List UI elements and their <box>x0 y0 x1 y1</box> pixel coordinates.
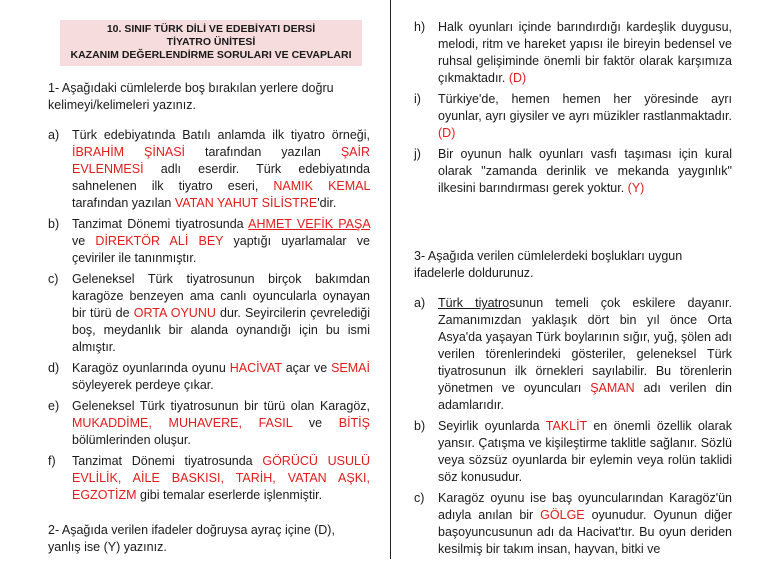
item-label: a) <box>414 296 426 310</box>
text-segment: ve <box>292 416 339 430</box>
question-2-prompt: 2- Aşağıda verilen ifadeler doğruysa ayraç içine (D), yanlış ise (Y) yazınız. <box>48 523 335 554</box>
answer-text: MUKADDİME, MUHAVERE, FASIL <box>72 416 293 430</box>
worksheet-header <box>60 20 362 66</box>
question-3-item-b <box>414 418 732 486</box>
left-column <box>48 80 370 569</box>
question-3-item-c <box>414 490 732 558</box>
item-label: b) <box>48 217 60 231</box>
item-text <box>438 418 732 486</box>
text-segment: açar ve <box>281 361 332 375</box>
question-1-item-c <box>48 271 370 356</box>
answer-text: GÖRÜCÜ USULÜ EVLİLİK, AİLE BASKISI, TARİH, VATAN AŞKI, EGZOTİZM <box>72 454 371 502</box>
answer-text: AHMET VEFİK PAŞA <box>248 217 370 231</box>
text-segment: Geleneksel Türk tiyatrosunun bir türü olan Karagöz, <box>72 399 370 413</box>
question-1-item-a <box>48 127 370 212</box>
text-segment: Geleneksel Türk tiyatrosunun birçok bakımdan karagöze benzeyen ama canlı oyuncularla oynayan bir türü de <box>72 272 370 320</box>
text-segment: Seyirlik oyunlarda <box>438 419 546 433</box>
text-segment: sunun temeli çok eskilere dayanır. Zamanımızdan yaklaşık dört bin yıl önce Orta Asya'da yaşayan Türk boylarının sığır, yuğ, şölen adı verilen törenlerindeki gösteriler, geleneksel Türk tiyatrosunun ilk örnekleri sayılabilir. Bu törenlerin yönetmen ve oyuncuları <box>438 296 732 395</box>
answer-text: NAMIK KEMAL <box>273 179 370 193</box>
question-1-prompt: 1- Aşağıdaki cümlelerde boş bırakılan yerlere doğru kelimeyi/kelimeleri yazınız. <box>48 81 334 112</box>
answer-text: VATAN YAHUT SİLİSTRE <box>174 196 318 210</box>
text-segment: Halk oyunları içinde barındırdığı kardeşlik duygusu, melodi, ritm ve hareket yapısı ile bireyin bedensel ve ruhsal gelişiminde önemli bir faktör olarak karşımıza çıkmaktadır. <box>438 20 732 85</box>
text-segment: Tanzimat Dönemi tiyatrosunda <box>72 454 263 468</box>
text-segment: dur. Seyircilerin çevrelediği boş, meydanlık bir alanda oynandığı için bu ismi almıştır. <box>72 306 370 354</box>
text-segment: Türk edebiyatında Batılı anlamda ilk tiyatro örneği, <box>72 128 370 142</box>
question-1-item-d <box>48 360 370 394</box>
text-segment: Bir oyunun halk oyunları vasfı taşıması için kural olarak "zamanda derinlik ve mekanda yaygınlık" ilkesini barındırması gerek yoktur. <box>438 147 732 195</box>
header-line-1: 10. SINIF TÜRK DİLİ VE EDEBİYATI DERSİ <box>106 23 316 35</box>
answer-text: ORTA OYUNU <box>133 306 216 320</box>
answer-text: TAKLİT <box>545 419 587 433</box>
right-column <box>414 19 732 562</box>
item-text <box>72 271 370 356</box>
item-text <box>438 91 732 142</box>
text-segment: oyunudur. Oyunun diğer başoyuncusunun adı da Hacivat'tır. Bu oyun deriden kesilmiş bir takım insan, hayvan, bitki ve <box>438 508 732 556</box>
question-2-item-h <box>414 19 732 87</box>
text-segment: 'dir. <box>317 196 337 210</box>
text-segment: Karagöz oyunlarında oyunu <box>72 361 230 375</box>
question-2-item-j <box>414 146 732 197</box>
text-segment: Türkiye'de, hemen hemen her yöresinde ayrı oyunlar, ayrı giysiler ve ayrı müzikler rastlanmaktadır. <box>438 92 732 123</box>
item-label: e) <box>48 399 60 413</box>
item-text <box>72 360 370 394</box>
text-segment: söyleyerek perdeye çıkar. <box>72 378 214 392</box>
text-segment: gibi temalar eserlerde işlenmiştir. <box>136 488 323 502</box>
item-label: i) <box>414 92 421 106</box>
answer-text: SEMAİ <box>331 361 370 375</box>
question-1-item-f <box>48 453 370 504</box>
item-label: d) <box>48 361 60 375</box>
text-segment: bölümlerinden oluşur. <box>72 433 191 447</box>
answer-text: HACİVAT <box>229 361 282 375</box>
item-label: c) <box>414 491 425 505</box>
text-segment: tarafından yazılan <box>72 196 175 210</box>
question-2-item-i <box>414 91 732 142</box>
question-1-item-b <box>48 216 370 267</box>
text-segment: en önemli özellik olarak yansır. Çatışma ve kişileştirme taklitle sağlanır. Sözlü veya sözsüz oyunlarda bir eylemin veya rolün taklidi söz konusudur. <box>438 419 732 484</box>
item-text <box>72 216 370 267</box>
item-text <box>438 19 732 87</box>
answer-mark: (Y) <box>627 181 645 195</box>
text-segment: tarafından yazılan <box>185 145 341 159</box>
answer-text: ŞAMAN <box>590 381 635 395</box>
text-segment: Tanzimat Dönemi tiyatrosunda <box>72 217 249 231</box>
text-segment: ve <box>72 234 96 248</box>
item-label: c) <box>48 272 59 286</box>
item-text <box>72 398 370 449</box>
underlined-answer: Türk tiyatro <box>438 296 510 310</box>
item-label: f) <box>48 454 56 468</box>
item-label: h) <box>414 20 426 34</box>
answer-mark: (D) <box>438 126 456 140</box>
text-segment: Karagöz oyunu ise baş oyuncularından Karagöz'ün adıyla anılan bir <box>438 491 732 522</box>
spacer <box>414 201 732 248</box>
answer-text: BİTİŞ <box>338 416 370 430</box>
item-text <box>438 490 732 558</box>
item-text <box>438 295 732 414</box>
question-1-item-e <box>48 398 370 449</box>
answer-text: GÖLGE <box>540 508 585 522</box>
item-label: j) <box>414 147 421 161</box>
answer-text: İBRAHİM ŞİNASİ <box>72 145 186 159</box>
column-divider <box>390 0 391 559</box>
header-line-3: KAZANIM DEĞERLENDİRME SORULARI VE CEVAPLARI <box>70 49 352 61</box>
question-3-prompt: 3- Aşağıda verilen cümlelerdeki boşlukları uygun ifadelerle doldurunuz. <box>414 249 683 280</box>
header-line-2: TİYATRO ÜNİTESİ <box>166 36 256 48</box>
item-label: a) <box>48 128 60 142</box>
question-3-item-a <box>414 295 732 414</box>
answer-mark: (D) <box>508 71 527 85</box>
item-text <box>72 453 370 504</box>
item-text <box>438 146 732 197</box>
answer-text: DİREKTÖR ALİ BEY <box>95 234 224 248</box>
text-segment: adı verilen din adamlarıdır. <box>438 381 732 412</box>
answer-text: ŞAİR EVLENMESİ <box>72 145 370 176</box>
item-label: b) <box>414 419 426 433</box>
item-text <box>72 127 370 212</box>
text-segment: yaptığı uyarlamalar ve çeviriler ile tanınmıştır. <box>72 234 370 265</box>
text-segment: adlı eserdir. Türk edebiyatında sahnelenen ilk tiyatro eseri, <box>72 162 370 193</box>
